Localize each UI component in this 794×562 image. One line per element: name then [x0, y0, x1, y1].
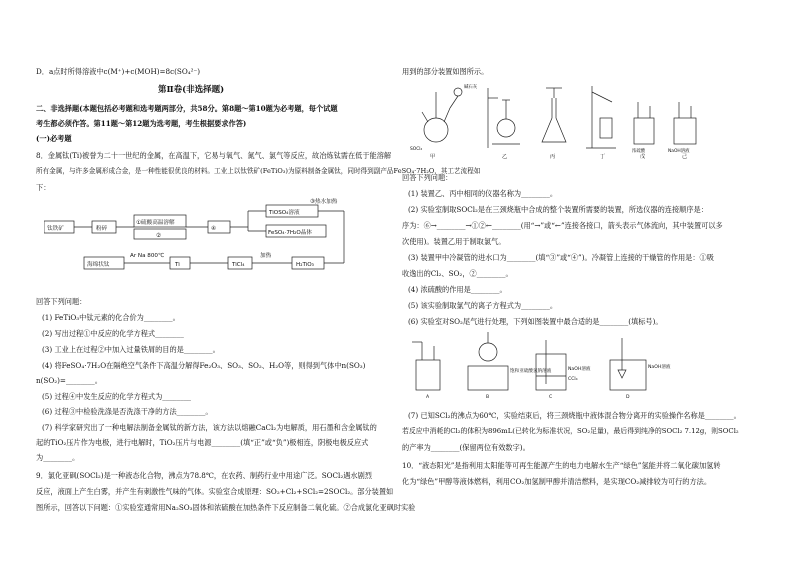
- q9-sub-2a: (2) 实验室制取SOCl₂是在三颈烧瓶中合成的整个装置所需要的装置，所选仪器的连接顺序是：: [408, 205, 708, 214]
- required-label: (一)必考题: [36, 134, 72, 143]
- q8-sub-3: (3) 工业上在过程②中加入过量铁屑的目的是________。: [42, 345, 220, 354]
- q10-line-1: 10．“液态阳光”是指利用太阳能等可再生能源产生的电力电解水生产“绿色”氢能并将二氧化碳加氢转: [402, 461, 721, 470]
- flow-step11: 海绵状钛: [87, 262, 110, 268]
- q8-sub-7a: (7) 科学家研究出了一种电解法制备金属钛的新方法，该方法以熔融CaCl₂为电解质，用石墨和含金属钛的: [42, 423, 377, 432]
- option-label-a: A: [426, 395, 430, 400]
- flow-step6: ③热水加热: [310, 199, 338, 205]
- flow-step10: Ti: [175, 262, 180, 268]
- flow-step8: H₂TiO₃: [296, 262, 314, 268]
- option-note-c1: NaOH溶液: [568, 367, 591, 372]
- answer-intro-left: 回答下列问题：: [36, 297, 87, 306]
- q9-sub-3a: (3) 装置甲中冷凝管的进水口为________(填“③”或“④”)。冷凝管上连接的干燥管的作用是：①吸: [408, 253, 714, 262]
- q8-sub-7b: 起的TiO₂压片作为电极，进行电解时，TiO₂压片与电源________(填“正”或“负”)极相连，阴极电极反应式: [36, 438, 369, 447]
- q9-sub-2c: 次使用)。装置乙用于制取氯气。: [402, 237, 506, 246]
- flow-cond1: Ar Na 800℃: [130, 253, 165, 259]
- flow-step1: 粉碎: [96, 226, 108, 232]
- flow-cond2: 加热: [260, 253, 272, 259]
- apparatus-label-6: 己: [682, 154, 688, 160]
- q8-sub-5: (5) 过程④中发生反应的化学方程式为________: [42, 392, 192, 401]
- tail-gas-options: [406, 330, 746, 400]
- flow-step3: ②: [156, 233, 162, 239]
- answer-intro-right: 回答下列问题：: [402, 173, 453, 182]
- q8-sub-6: (6) 过程③中检验洗涤是否洗涤干净的方法________。: [42, 407, 213, 416]
- flow-start: 钛铁矿: [47, 226, 64, 232]
- q9-sub-2b: 序为：⑥→________→①②←________(用“→”或“←”连接各接口，箭头表示气体流向，其中装置可以多: [402, 221, 723, 230]
- q8-sub-1: (1) FeTiO₃中钛元素的化合价为________。: [42, 313, 180, 322]
- apparatus-label-5: 戊: [640, 154, 646, 160]
- q9-sub-7c: 的产率为________(保留两位有效数字)。: [402, 443, 530, 452]
- flow-step7: ④: [211, 226, 217, 232]
- apparatus-label-4: 丁: [600, 154, 606, 160]
- q9-line-1: 9．氯化亚砜(SOCl₂)是一种液态化合物，沸点为78.8℃，在农药、制药行业中用途广泛。SOCl₂遇水剧烈: [36, 471, 372, 480]
- q8-sub-4b: n(SO₂)=________。: [36, 376, 102, 385]
- q8-line-3: 下：: [36, 183, 51, 192]
- apparatus-label-1: 甲: [430, 154, 436, 160]
- option-note-d: NaOH溶液: [648, 365, 671, 370]
- apparatus-note-7: 浓硫酸: [632, 149, 646, 154]
- section-intro-1: 二、非选择题(本题包括必考题和选考题两部分，共58分。第8题～第10题为必考题，每个试题: [36, 104, 338, 113]
- apparatus-label-3: 丙: [550, 154, 556, 160]
- apparatus-note-6: NaOH溶液: [668, 149, 690, 154]
- option-note-b: 饱和亚硫酸氢钠溶液: [510, 369, 552, 374]
- q9-sub-1: (1) 装置乙、丙中相同的仪器名称为________。: [408, 189, 558, 198]
- option-label-d: D: [626, 395, 630, 400]
- option-label-b: B: [486, 395, 490, 400]
- q8-line-2: 所有金属，与许多金属形成合金，是一种性能很优良的材料。工业上以钛铁矿(FeTiO₃)为原料制备金属钛，同时得到副产品FeSO₄·7H₂O，其工艺流程如: [36, 167, 481, 175]
- flow-step9: TiCl₄: [232, 262, 245, 268]
- q9-sub-7a: (7) 已知SCl₂的沸点为60℃，实验结束后，将三颈烧瓶中液体混合物分离开的实验操作名称是________。: [408, 411, 741, 420]
- q9-sub-4: (4) 浓硫酸的作用是________。: [408, 285, 507, 294]
- q9-sub-6: (6) 实验室对SO₂尾气进行处理，下列如图装置中最合适的是________(填标号)。: [408, 317, 663, 326]
- flow-step2: ①硫酸高温溶解: [136, 220, 175, 226]
- q8-sub-4a: (4) 将FeSO₄·7H₂O在隔绝空气条件下高温分解得Fe₂O₃、SO₃、SO₂、H₂O等，则得到气体中n(SO₃): [42, 361, 366, 370]
- section-title: 第Ⅱ卷(非选择题): [158, 85, 225, 95]
- q9-line-3: 图所示，回答以下问题：①实验室通常用Na₂SO₃固体和浓硫酸在加热条件下反应制备二氧化硫。②合成氯化亚砜时实验: [36, 503, 416, 512]
- apparatus-label-2: 乙: [502, 154, 508, 160]
- process-flowchart: [44, 195, 384, 277]
- apparatus-note-1: 碱石灰: [464, 85, 478, 90]
- q8-sub-2: (2) 写出过程①中反应的化学方程式________: [42, 329, 184, 338]
- q10-line-2: 化为“绿色”甲醇等液体燃料，利用CO₂加氢制甲醇并清洁燃料，是实现CO₂减排较为可行的方法。: [402, 477, 712, 486]
- apparatus-figure: [406, 78, 706, 162]
- apparatus-note-3: SOCl₂: [410, 147, 423, 152]
- q9-sub-3b: 收逸出的Cl₂、SO₂，②________。: [402, 269, 513, 278]
- q8-sub-7c: 为________。: [36, 453, 80, 462]
- option-label-c: C: [549, 395, 553, 400]
- fig-intro: 用到的部分装置如图所示。: [402, 67, 489, 76]
- flow-step5: FeSO₄·7H₂O晶体: [268, 230, 312, 236]
- q8-line-1: 8．金属钛(Ti)被誉为二十一世纪的金属，在高温下，它易与氧气、氮气、氯气等反应，故冶炼钛需在低于能溶解: [36, 151, 392, 160]
- flow-step4: TiOSO₄溶液: [269, 210, 300, 216]
- section-intro-2: 考生都必须作答。第11题～第12题为选考题，考生根据要求作答): [36, 119, 247, 128]
- q9-sub-5: (5) 该实验制取氯气的离子方程式为________。: [408, 301, 558, 310]
- q9-line-2: 反应，液面上产生白雾，并产生有刺激性气味的气体。实验室合成原理：SO₂+Cl₂+SCl₂=2SOCl₂。部分装置如: [36, 487, 394, 496]
- option-d: D．a点时所得溶液中c(M⁺)+c(MOH)=8c(SO₄²⁻): [36, 67, 201, 76]
- q9-sub-7b: 若反应中消耗的Cl₂的体积为896mL(已转化为标准状况，SO₂足量)，最后得到纯净的SOCl₂ 7.12g，则SOCl₂: [402, 427, 739, 435]
- option-note-c2: CCl₄: [568, 377, 578, 382]
